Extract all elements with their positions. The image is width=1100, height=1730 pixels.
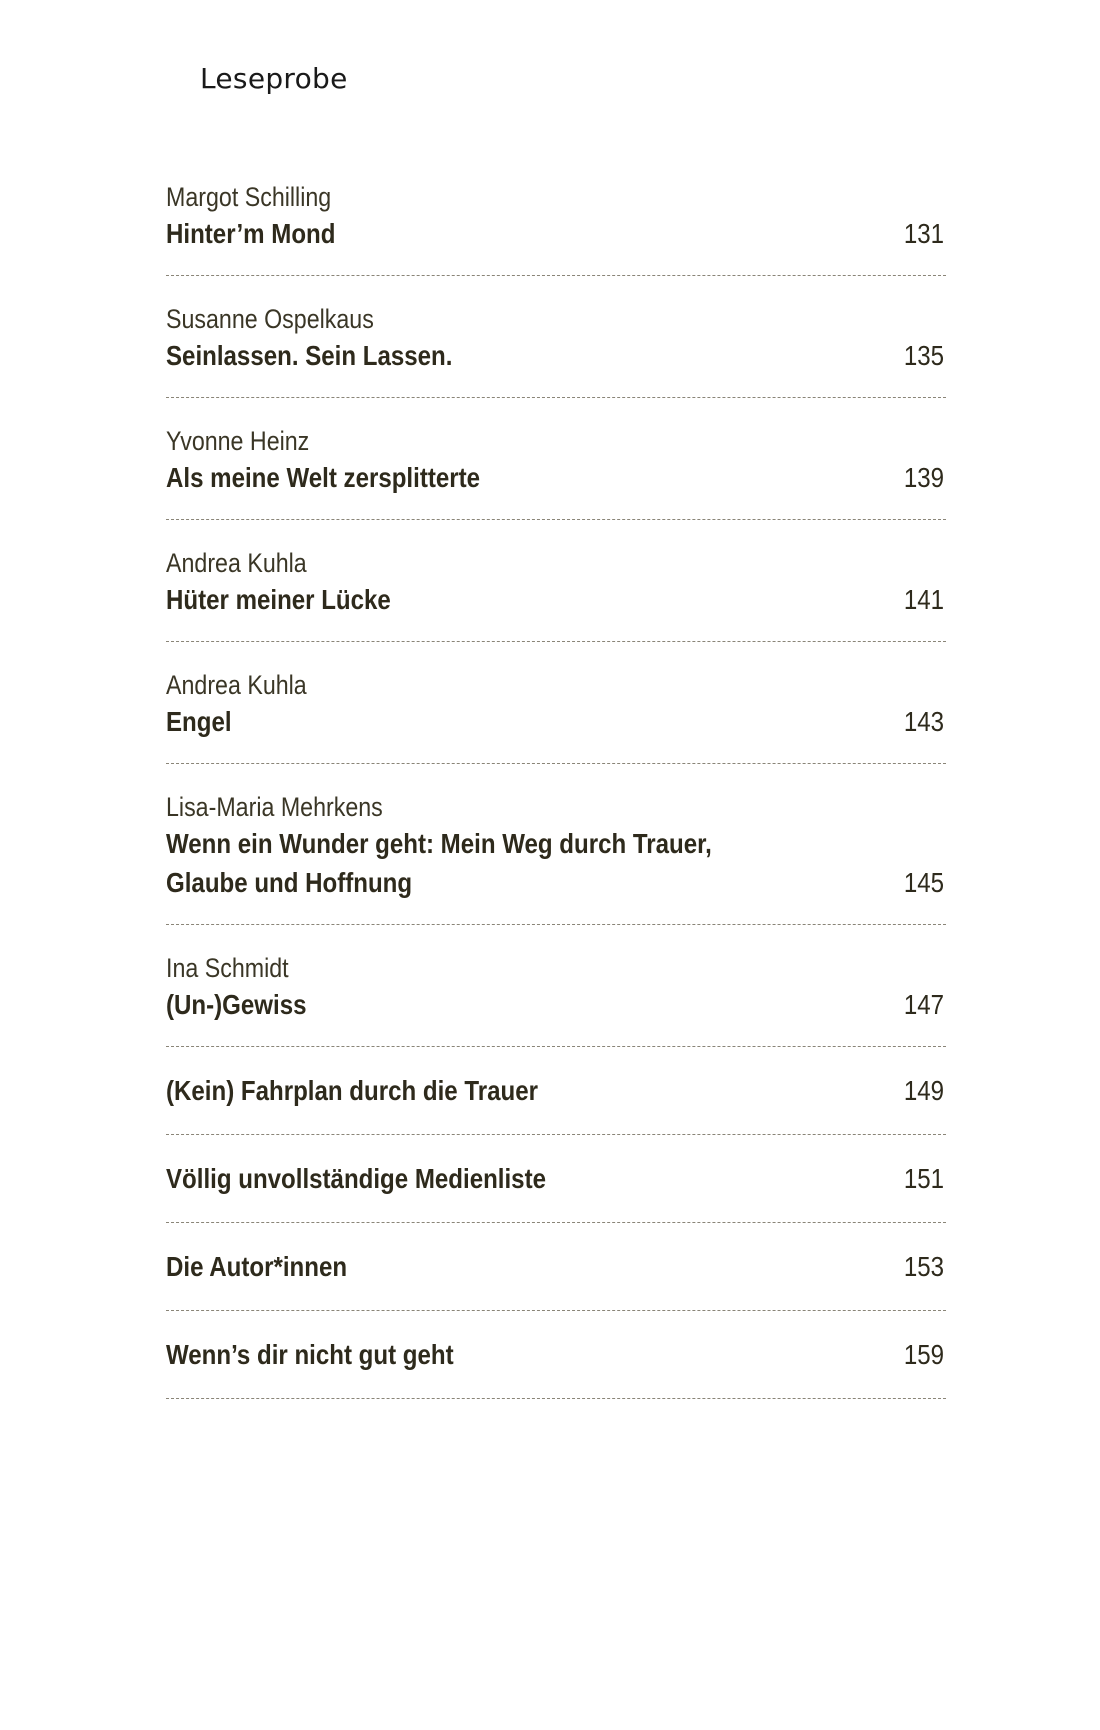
toc-entry[interactable] bbox=[166, 520, 946, 642]
toc-title: Völlig unvollständige Medienliste bbox=[166, 1163, 546, 1194]
toc-entry[interactable] bbox=[166, 1311, 946, 1399]
toc-author: Susanne Ospelkaus bbox=[166, 304, 374, 334]
toc-author: Margot Schilling bbox=[166, 182, 332, 212]
toc-title: Die Autor*innen bbox=[166, 1251, 348, 1282]
toc-title: (Kein) Fahrplan durch die Trauer bbox=[166, 1075, 538, 1106]
toc-page-number: 131 bbox=[904, 218, 945, 249]
toc-page-number: 135 bbox=[904, 340, 945, 371]
toc-title: Hüter meiner Lücke bbox=[166, 584, 391, 615]
toc-author: Ina Schmidt bbox=[166, 953, 289, 983]
toc-title: Hinter’m Mond bbox=[166, 218, 336, 249]
toc-entry[interactable] bbox=[166, 398, 946, 520]
toc-title: Engel bbox=[166, 706, 232, 737]
toc-entry[interactable] bbox=[166, 176, 946, 276]
toc-entry[interactable] bbox=[166, 764, 946, 925]
toc-author: Andrea Kuhla bbox=[166, 548, 307, 578]
toc-title: (Un-)Gewiss bbox=[166, 989, 307, 1020]
toc-author: Lisa-Maria Mehrkens bbox=[166, 792, 383, 822]
toc-entry[interactable] bbox=[166, 1047, 946, 1135]
toc-page-number: 145 bbox=[904, 867, 945, 898]
toc-page-number: 149 bbox=[904, 1075, 945, 1106]
toc-page-number: 151 bbox=[904, 1163, 945, 1194]
toc-page-number: 141 bbox=[904, 584, 945, 615]
toc-page-number: 139 bbox=[904, 462, 945, 493]
running-header: Leseprobe bbox=[200, 62, 348, 95]
toc-title: Als meine Welt zersplitterte bbox=[166, 462, 481, 493]
toc-title: Seinlassen. Sein Lassen. bbox=[166, 340, 453, 371]
toc-entry[interactable] bbox=[166, 276, 946, 398]
toc-entry[interactable] bbox=[166, 1223, 946, 1311]
toc-page-number: 153 bbox=[904, 1251, 945, 1282]
toc-author: Andrea Kuhla bbox=[166, 670, 307, 700]
toc-title: Wenn’s dir nicht gut geht bbox=[166, 1339, 454, 1370]
table-of-contents bbox=[166, 176, 946, 1399]
toc-page-number: 143 bbox=[904, 706, 945, 737]
toc-title: Wenn ein Wunder geht: Mein Weg durch Trauer, Glaube und Hoffnung bbox=[166, 828, 712, 898]
toc-page-number: 147 bbox=[904, 989, 945, 1020]
toc-entry[interactable] bbox=[166, 925, 946, 1047]
toc-entry[interactable] bbox=[166, 642, 946, 764]
toc-page-number: 159 bbox=[904, 1339, 945, 1370]
toc-entry[interactable] bbox=[166, 1135, 946, 1223]
toc-author: Yvonne Heinz bbox=[166, 426, 310, 456]
